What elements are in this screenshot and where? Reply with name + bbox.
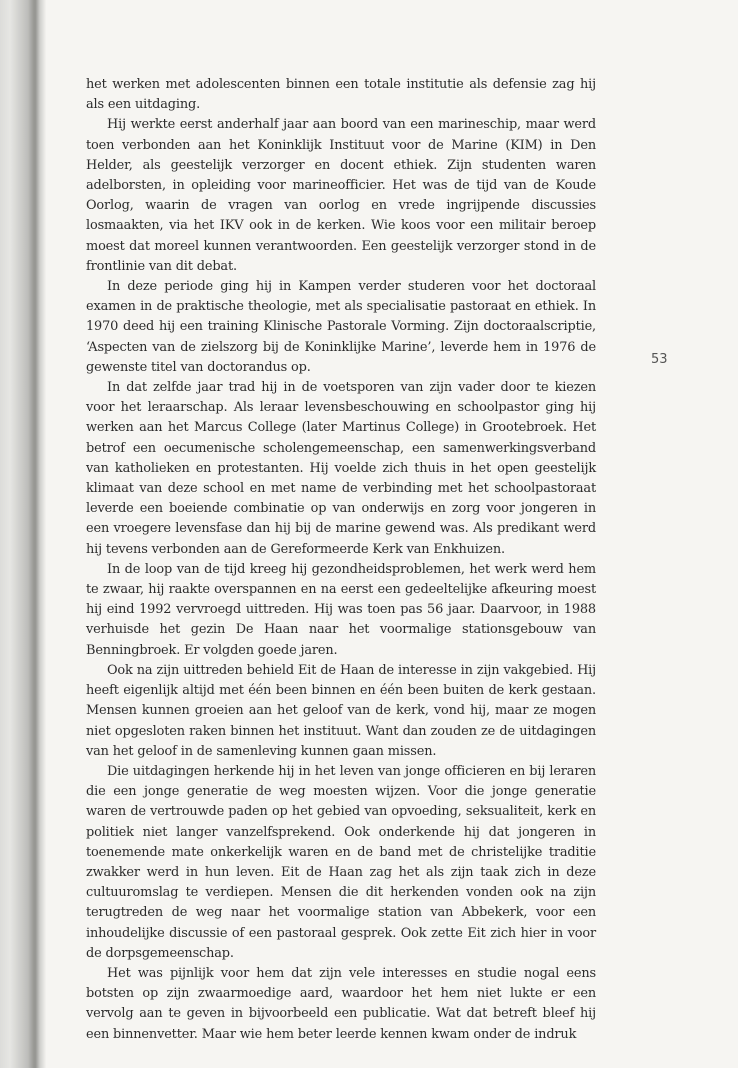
paragraph-5: In de loop van de tijd kreeg hij gezondheidsproblemen, het werk werd hem te zwaar, hij raakte overspannen en na eerst een gedeeltelijke afkeuring moest hij eind 1992 vervroegd uittreden. Hij was toen pas 56 jaar. Daarvoor, in 1988 verhuisde het gezin De Haan naar het voormalige stationsgebouw van Benningbroek. Er volgden goede jaren. [86, 561, 596, 658]
binding-line [33, 0, 36, 1068]
paragraph-3: In deze periode ging hij in Kampen verder studeren voor het doctoraal examen in de praktische theologie, met als specialisatie pastoraat en ethiek. In 1970 deed hij een training Klinische Pastorale Vorming. Zijn doctoraalscriptie, ‘Aspecten van de zielszorg bij de Koninklijke Marine’, leverde hem in 1976 de gewenste titel van doctorandus op. [86, 279, 596, 375]
paragraph-1: het werken met adolescenten binnen een totale institutie als defensie zag hij als een uitdaging. [86, 77, 596, 113]
paragraph-8: Het was pijnlijk voor hem dat zijn vele interesses en studie nogal eens botsten op zijn zwaarmoedige aard, waardoor het hem niet lukte er een vervolg aan te geven in bijvoorbeeld een publicatie. Wat dat betreft bleef hij een binnenvetter. Maar wie hem beter leerde kennen kwam onder de indruk [86, 965, 596, 1042]
paragraph-7: Die uitdagingen herkende hij in het leven van jonge officieren en bij leraren die een jonge generatie de weg moesten wijzen. Voor die jonge generatie waren de vertrouwde paden op het gebied van opvoeding, seksualiteit, kerk en politiek niet langer vanzelfsprekend. Ook onderkende hij dat jongeren in toenemende mate onkerkelijk waren en de band met de christelijke traditie zwakker werd in hun leven. Eit de Haan zag het als zijn taak zich in deze cultuuromslag te verdiepen. Mensen die dit herkenden vonden ook na zijn terugtreden de weg naar het voormalige station van Abbekerk, voor een inhoudelijke discussie of een pastoraal gesprek. Ook zette Eit zich hier in voor de dorpsgemeenschap. [86, 763, 596, 961]
page-number: 53 [651, 352, 668, 367]
page-gutter-shadow [0, 0, 46, 1068]
body-text [86, 75, 596, 1045]
paragraph-4: In dat zelfde jaar trad hij in de voetsporen van zijn vader door te kiezen voor het leraarschap. Als leraar levensbeschouwing en schoolpastor ging hij werken aan het Marcus College (later Martinus College) in Grootebroek. Het betrof een oecumenische scholengemeenschap, een samenwerkingsverband van katholieken en protestanten. Hij voelde zich thuis in het open geestelijk klimaat van deze school en met name de verbinding met het schoolpastoraat leverde een boeiende combinatie op van onderwijs en zorg voor jongeren in een vroegere levensfase dan hij bij de marine gewend was. Als predikant werd hij tevens verbonden aan de Gereformeerde Kerk van Enkhuizen. [86, 380, 596, 557]
paragraph-2: Hij werkte eerst anderhalf jaar aan boord van een marineschip, maar werd toen verbonden aan het Koninklijk Instituut voor de Marine (KIM) in Den Helder, als geestelijk verzorger en docent ethiek. Zijn studenten waren adelborsten, in opleiding voor marineofficier. Het was de tijd van de Koude Oorlog, waarin de vragen van oorlog en vrede ingrijpende discussies losmaakten, via het IKV ook in de kerken. Wie koos voor een militair beroep moest dat moreel kunnen verantwoorden. Een geestelijk verzorger stond in de frontlinie van dit debat. [86, 117, 596, 274]
paragraph-6: Ook na zijn uittreden behield Eit de Haan de interesse in zijn vakgebied. Hij heeft eigenlijk altijd met één been binnen en één been buiten de kerk gestaan. Mensen kunnen groeien aan het geloof van de kerk, vond hij, maar ze mogen niet opgesloten raken binnen het instituut. Want dan zouden ze de uitdagingen van het geloof in de samenleving kunnen gaan missen. [86, 662, 596, 759]
